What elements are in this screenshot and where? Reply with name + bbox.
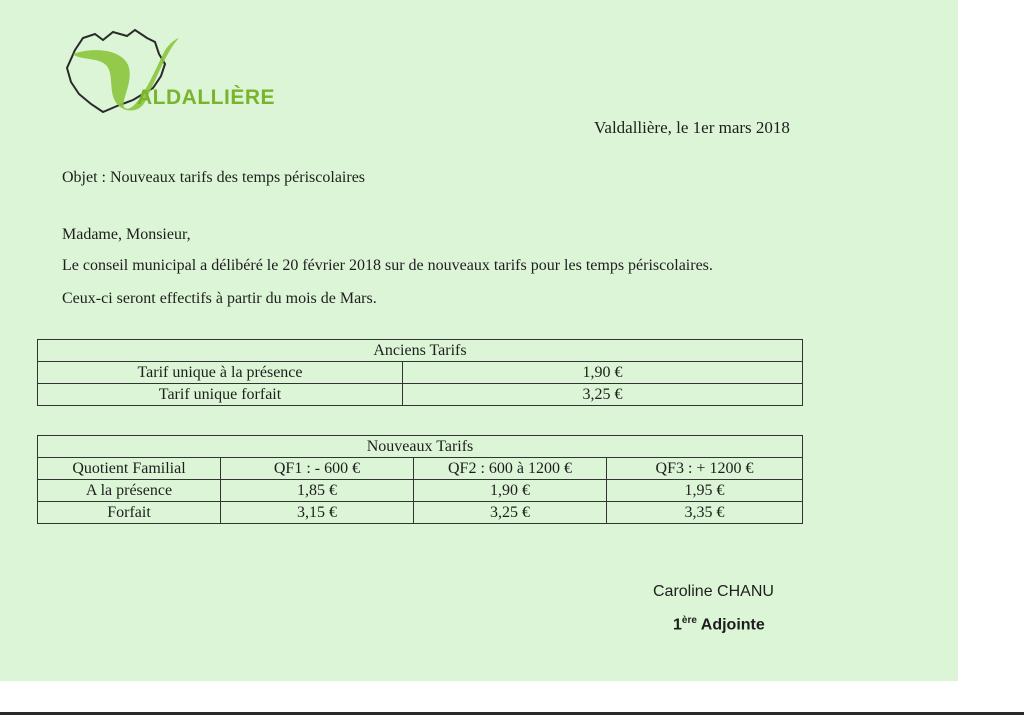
table-row <box>38 384 803 406</box>
letter-object: Objet : Nouveaux tarifs des temps périscolaires <box>62 169 366 186</box>
row-label: Tarif unique à la présence <box>38 362 403 384</box>
row-label: Forfait <box>38 502 221 524</box>
role-suffix: ère <box>681 615 697 626</box>
row-value: 1,90 € <box>414 480 607 502</box>
paragraph-1: Le conseil municipal a délibéré le 20 février 2018 sur de nouveaux tarifs pour les temps périscolaires. <box>62 257 713 274</box>
paragraph-2: Ceux-ci seront effectifs à partir du mois de Mars. <box>62 290 377 307</box>
row-value: 3,25 € <box>414 502 607 524</box>
row-label: A la présence <box>38 480 221 502</box>
row-label: Tarif unique forfait <box>38 384 403 406</box>
valdalliere-logo <box>55 20 285 130</box>
role-number: 1 <box>673 616 682 634</box>
scan-bottom-rule <box>0 712 1024 715</box>
column-header: Quotient Familial <box>38 458 221 480</box>
greeting: Madame, Monsieur, <box>62 226 191 243</box>
dateline: Valdallière, le 1er mars 2018 <box>594 118 790 137</box>
row-value: 3,15 € <box>221 502 414 524</box>
row-value: 1,85 € <box>221 480 414 502</box>
new-tariffs-title: Nouveaux Tarifs <box>38 436 803 458</box>
old-tariffs-table <box>37 339 803 406</box>
row-value: 3,25 € <box>403 384 803 406</box>
column-header: QF1 : - 600 € <box>221 458 414 480</box>
valdalliere-map-logo-icon <box>55 20 285 130</box>
column-header: QF2 : 600 à 1200 € <box>414 458 607 480</box>
new-tariffs-table <box>37 435 803 524</box>
row-value: 1,95 € <box>607 480 803 502</box>
old-tariffs-title: Anciens Tarifs <box>38 340 803 362</box>
table-row <box>38 502 803 524</box>
table-row <box>38 480 803 502</box>
column-header: QF3 : + 1200 € <box>607 458 803 480</box>
signature-name: Caroline CHANU <box>653 583 774 600</box>
signature-role <box>673 615 765 634</box>
row-value: 1,90 € <box>403 362 803 384</box>
logo-wordmark: ALDALLIÈRE <box>137 86 275 109</box>
table-header-row <box>38 458 803 480</box>
row-value: 3,35 € <box>607 502 803 524</box>
role-title: Adjointe <box>700 616 765 634</box>
table-row <box>38 362 803 384</box>
